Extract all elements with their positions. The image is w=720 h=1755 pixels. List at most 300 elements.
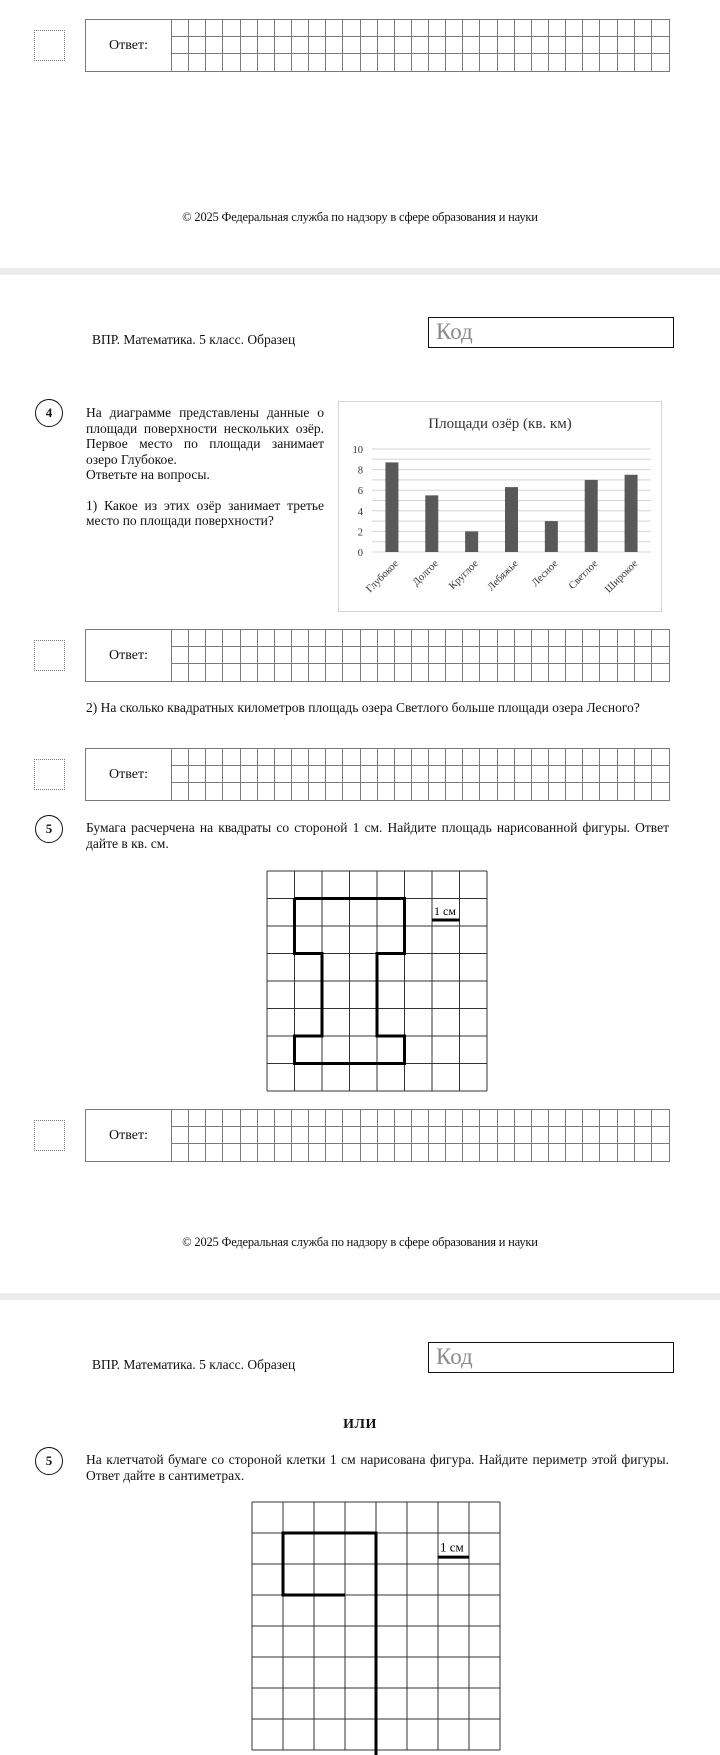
answer-cell[interactable] <box>566 783 583 800</box>
answer-cell[interactable] <box>361 54 378 71</box>
answer-cell[interactable] <box>172 1144 189 1161</box>
answer-cell[interactable] <box>326 647 343 664</box>
answer-cell[interactable] <box>480 1110 497 1127</box>
answer-cell[interactable] <box>549 20 566 37</box>
answer-cell[interactable] <box>549 1144 566 1161</box>
answer-cell[interactable] <box>498 783 515 800</box>
answer-cell[interactable] <box>480 783 497 800</box>
answer-cell[interactable] <box>241 1110 258 1127</box>
answer-cell[interactable] <box>292 1144 309 1161</box>
answer-cell[interactable] <box>498 766 515 783</box>
answer-cell[interactable] <box>206 1110 223 1127</box>
answer-cell[interactable] <box>463 630 480 647</box>
answer-cell[interactable] <box>532 37 549 54</box>
answer-cell[interactable] <box>635 20 652 37</box>
answer-cell[interactable] <box>412 1144 429 1161</box>
answer-cell[interactable] <box>652 1127 669 1144</box>
answer-cell[interactable] <box>395 20 412 37</box>
answer-cell[interactable] <box>480 54 497 71</box>
answer-cell[interactable] <box>498 630 515 647</box>
answer-cell[interactable] <box>189 647 206 664</box>
answer-cell[interactable] <box>378 20 395 37</box>
answer-cell[interactable] <box>463 783 480 800</box>
answer-cell[interactable] <box>326 1127 343 1144</box>
answer-cell[interactable] <box>566 1127 583 1144</box>
answer-cell[interactable] <box>549 783 566 800</box>
answer-cell[interactable] <box>515 1127 532 1144</box>
answer-cell[interactable] <box>172 20 189 37</box>
answer-cell[interactable] <box>326 1144 343 1161</box>
answer-cell[interactable] <box>292 783 309 800</box>
answer-cell[interactable] <box>618 783 635 800</box>
answer-cell[interactable] <box>566 766 583 783</box>
answer-cell[interactable] <box>446 664 463 681</box>
answer-cell[interactable] <box>189 37 206 54</box>
answer-cell[interactable] <box>172 630 189 647</box>
answer-cell[interactable] <box>378 1127 395 1144</box>
answer-cell[interactable] <box>326 783 343 800</box>
answer-cell[interactable] <box>309 1110 326 1127</box>
answer-cell[interactable] <box>446 749 463 766</box>
answer-cell[interactable] <box>583 54 600 71</box>
answer-cell[interactable] <box>326 749 343 766</box>
answer-cell[interactable] <box>600 664 617 681</box>
answer-cell[interactable] <box>498 54 515 71</box>
answer-cell[interactable] <box>223 1110 240 1127</box>
answer-cell[interactable] <box>412 647 429 664</box>
answer-cell[interactable] <box>566 630 583 647</box>
answer-cell[interactable] <box>361 1144 378 1161</box>
answer-cell[interactable] <box>223 37 240 54</box>
answer-cell[interactable] <box>343 630 360 647</box>
answer-cell[interactable] <box>532 54 549 71</box>
answer-cell[interactable] <box>583 664 600 681</box>
answer-cell[interactable] <box>532 783 549 800</box>
answer-cell[interactable] <box>275 1127 292 1144</box>
answer-cell[interactable] <box>429 664 446 681</box>
answer-cell[interactable] <box>292 37 309 54</box>
answer-cell[interactable] <box>652 1110 669 1127</box>
answer-cell[interactable] <box>480 664 497 681</box>
answer-cell[interactable] <box>241 647 258 664</box>
answer-cell[interactable] <box>309 1127 326 1144</box>
answer-cell[interactable] <box>172 766 189 783</box>
answer-cell[interactable] <box>395 630 412 647</box>
answer-cell[interactable] <box>326 1110 343 1127</box>
answer-cell[interactable] <box>600 783 617 800</box>
answer-cell[interactable] <box>189 54 206 71</box>
answer-cell[interactable] <box>361 630 378 647</box>
answer-cell[interactable] <box>292 1127 309 1144</box>
answer-cell[interactable] <box>532 1110 549 1127</box>
answer-cell[interactable] <box>463 54 480 71</box>
answer-cell[interactable] <box>498 1110 515 1127</box>
answer-cell[interactable] <box>635 766 652 783</box>
answer-cell[interactable] <box>189 783 206 800</box>
answer-cell[interactable] <box>600 1110 617 1127</box>
answer-cell[interactable] <box>258 647 275 664</box>
answer-cell[interactable] <box>600 749 617 766</box>
answer-cell[interactable] <box>292 647 309 664</box>
answer-cell[interactable] <box>566 37 583 54</box>
answer-cell[interactable] <box>395 1110 412 1127</box>
answer-cell[interactable] <box>395 647 412 664</box>
answer-cell[interactable] <box>309 630 326 647</box>
answer-cell[interactable] <box>223 783 240 800</box>
answer-cell[interactable] <box>532 766 549 783</box>
answer-cell[interactable] <box>189 664 206 681</box>
answer-cell[interactable] <box>480 630 497 647</box>
answer-cell[interactable] <box>480 1144 497 1161</box>
answer-cell[interactable] <box>480 37 497 54</box>
answer-cell[interactable] <box>292 766 309 783</box>
answer-cell[interactable] <box>566 20 583 37</box>
answer-cell[interactable] <box>275 1110 292 1127</box>
answer-cell[interactable] <box>292 20 309 37</box>
answer-cell[interactable] <box>515 749 532 766</box>
answer-cell[interactable] <box>635 749 652 766</box>
answer-cell[interactable] <box>446 766 463 783</box>
answer-cell[interactable] <box>309 647 326 664</box>
answer-cell[interactable] <box>258 1127 275 1144</box>
answer-cell[interactable] <box>412 749 429 766</box>
answer-cell[interactable] <box>652 630 669 647</box>
answer-cell[interactable] <box>361 37 378 54</box>
answer-cell[interactable] <box>172 1127 189 1144</box>
answer-cell[interactable] <box>480 766 497 783</box>
answer-cell[interactable] <box>635 664 652 681</box>
answer-cell[interactable] <box>326 630 343 647</box>
answer-cell[interactable] <box>429 54 446 71</box>
answer-cell[interactable] <box>532 1127 549 1144</box>
answer-cell[interactable] <box>652 54 669 71</box>
answer-cell[interactable] <box>429 630 446 647</box>
answer-cell[interactable] <box>189 1110 206 1127</box>
answer-cell[interactable] <box>258 37 275 54</box>
answer-cell[interactable] <box>343 1144 360 1161</box>
answer-cell[interactable] <box>635 1144 652 1161</box>
answer-cell[interactable] <box>395 664 412 681</box>
answer-cell[interactable] <box>223 647 240 664</box>
answer-cell[interactable] <box>412 1127 429 1144</box>
answer-cell[interactable] <box>223 1144 240 1161</box>
answer-cell[interactable] <box>309 749 326 766</box>
answer-cell[interactable] <box>515 37 532 54</box>
answer-cell[interactable] <box>618 37 635 54</box>
answer-cell[interactable] <box>223 54 240 71</box>
answer-cell[interactable] <box>635 1127 652 1144</box>
answer-cell[interactable] <box>566 54 583 71</box>
answer-cell[interactable] <box>258 664 275 681</box>
answer-cell[interactable] <box>635 54 652 71</box>
answer-cell[interactable] <box>343 749 360 766</box>
answer-cell[interactable] <box>463 1127 480 1144</box>
answer-cell[interactable] <box>395 766 412 783</box>
answer-cell[interactable] <box>515 664 532 681</box>
answer-cell[interactable] <box>292 630 309 647</box>
answer-cell[interactable] <box>600 630 617 647</box>
answer-cell[interactable] <box>463 647 480 664</box>
answer-cell[interactable] <box>343 1110 360 1127</box>
answer-cell[interactable] <box>515 766 532 783</box>
answer-cell[interactable] <box>583 766 600 783</box>
answer-cell[interactable] <box>189 1127 206 1144</box>
answer-cell[interactable] <box>309 1144 326 1161</box>
answer-cell[interactable] <box>206 749 223 766</box>
answer-cell[interactable] <box>189 766 206 783</box>
answer-cell[interactable] <box>275 749 292 766</box>
answer-cell[interactable] <box>635 647 652 664</box>
answer-cell[interactable] <box>412 630 429 647</box>
answer-cell[interactable] <box>223 20 240 37</box>
answer-cell[interactable] <box>361 783 378 800</box>
answer-cell[interactable] <box>172 664 189 681</box>
answer-cell[interactable] <box>652 1144 669 1161</box>
answer-cell[interactable] <box>549 766 566 783</box>
answer-cell[interactable] <box>378 1144 395 1161</box>
answer-cell[interactable] <box>172 54 189 71</box>
answer-cell[interactable] <box>446 54 463 71</box>
answer-cell[interactable] <box>361 766 378 783</box>
answer-cell[interactable] <box>463 749 480 766</box>
answer-cell[interactable] <box>189 630 206 647</box>
answer-cell[interactable] <box>429 766 446 783</box>
answer-cell[interactable] <box>429 1144 446 1161</box>
answer-cell[interactable] <box>189 749 206 766</box>
answer-cell[interactable] <box>258 54 275 71</box>
answer-cell[interactable] <box>583 647 600 664</box>
answer-cell[interactable] <box>463 20 480 37</box>
answer-cell[interactable] <box>206 37 223 54</box>
answer-cell[interactable] <box>343 37 360 54</box>
answer-cell[interactable] <box>412 54 429 71</box>
answer-box[interactable] <box>85 748 670 801</box>
answer-cell[interactable] <box>206 1127 223 1144</box>
answer-cell[interactable] <box>275 766 292 783</box>
answer-cell[interactable] <box>618 647 635 664</box>
answer-cell[interactable] <box>583 749 600 766</box>
answer-cell[interactable] <box>446 647 463 664</box>
answer-cell[interactable] <box>463 664 480 681</box>
answer-cell[interactable] <box>206 766 223 783</box>
answer-cell[interactable] <box>258 783 275 800</box>
answer-cell[interactable] <box>532 630 549 647</box>
answer-cell[interactable] <box>223 749 240 766</box>
answer-cell[interactable] <box>292 749 309 766</box>
answer-cell[interactable] <box>378 766 395 783</box>
answer-cell[interactable] <box>292 664 309 681</box>
answer-cell[interactable] <box>378 664 395 681</box>
answer-cell[interactable] <box>275 20 292 37</box>
answer-cell[interactable] <box>480 749 497 766</box>
answer-cell[interactable] <box>480 647 497 664</box>
answer-cell[interactable] <box>343 783 360 800</box>
answer-cell[interactable] <box>446 1144 463 1161</box>
answer-cell[interactable] <box>172 783 189 800</box>
answer-cell[interactable] <box>395 1144 412 1161</box>
answer-cell[interactable] <box>549 749 566 766</box>
answer-cell[interactable] <box>652 647 669 664</box>
answer-cell[interactable] <box>395 783 412 800</box>
answer-cell[interactable] <box>446 20 463 37</box>
answer-cell[interactable] <box>515 1110 532 1127</box>
answer-cells[interactable] <box>172 630 669 681</box>
answer-cell[interactable] <box>600 54 617 71</box>
answer-cell[interactable] <box>343 647 360 664</box>
answer-cell[interactable] <box>275 1144 292 1161</box>
answer-cell[interactable] <box>618 1110 635 1127</box>
answer-cell[interactable] <box>515 20 532 37</box>
answer-cell[interactable] <box>258 20 275 37</box>
answer-cell[interactable] <box>549 1110 566 1127</box>
answer-cell[interactable] <box>172 647 189 664</box>
answer-cell[interactable] <box>463 37 480 54</box>
answer-cell[interactable] <box>241 1127 258 1144</box>
answer-cell[interactable] <box>498 37 515 54</box>
answer-cell[interactable] <box>618 630 635 647</box>
answer-cell[interactable] <box>275 783 292 800</box>
answer-cell[interactable] <box>241 20 258 37</box>
answer-cell[interactable] <box>206 54 223 71</box>
answer-cell[interactable] <box>446 630 463 647</box>
answer-cell[interactable] <box>223 664 240 681</box>
answer-cell[interactable] <box>309 37 326 54</box>
answer-cell[interactable] <box>309 766 326 783</box>
answer-cell[interactable] <box>395 54 412 71</box>
answer-cell[interactable] <box>223 630 240 647</box>
answer-cell[interactable] <box>343 20 360 37</box>
answer-cell[interactable] <box>292 54 309 71</box>
answer-cell[interactable] <box>600 20 617 37</box>
answer-cell[interactable] <box>309 54 326 71</box>
answer-cell[interactable] <box>223 766 240 783</box>
answer-cell[interactable] <box>498 20 515 37</box>
answer-cell[interactable] <box>549 1127 566 1144</box>
answer-cell[interactable] <box>498 1144 515 1161</box>
answer-cell[interactable] <box>172 749 189 766</box>
answer-cell[interactable] <box>361 1127 378 1144</box>
answer-cell[interactable] <box>618 1127 635 1144</box>
answer-cell[interactable] <box>275 647 292 664</box>
answer-cell[interactable] <box>515 1144 532 1161</box>
answer-cell[interactable] <box>395 1127 412 1144</box>
answer-cell[interactable] <box>446 37 463 54</box>
answer-cell[interactable] <box>635 783 652 800</box>
answer-cell[interactable] <box>241 664 258 681</box>
answer-cell[interactable] <box>241 749 258 766</box>
answer-cell[interactable] <box>480 20 497 37</box>
answer-cell[interactable] <box>206 783 223 800</box>
answer-cell[interactable] <box>412 37 429 54</box>
answer-cell[interactable] <box>583 630 600 647</box>
answer-cell[interactable] <box>515 647 532 664</box>
answer-cell[interactable] <box>378 1110 395 1127</box>
answer-cell[interactable] <box>275 54 292 71</box>
answer-cell[interactable] <box>412 766 429 783</box>
answer-cell[interactable] <box>361 749 378 766</box>
answer-cell[interactable] <box>618 664 635 681</box>
answer-cell[interactable] <box>241 783 258 800</box>
answer-cells[interactable] <box>172 20 669 71</box>
answer-cell[interactable] <box>549 630 566 647</box>
answer-cell[interactable] <box>258 749 275 766</box>
answer-cell[interactable] <box>480 1127 497 1144</box>
answer-cell[interactable] <box>326 766 343 783</box>
answer-cell[interactable] <box>446 1127 463 1144</box>
answer-cell[interactable] <box>343 766 360 783</box>
answer-cell[interactable] <box>549 54 566 71</box>
answer-cell[interactable] <box>378 630 395 647</box>
answer-cell[interactable] <box>446 783 463 800</box>
answer-cell[interactable] <box>429 749 446 766</box>
answer-cell[interactable] <box>189 20 206 37</box>
answer-cell[interactable] <box>549 664 566 681</box>
answer-cell[interactable] <box>309 783 326 800</box>
answer-cells[interactable] <box>172 1110 669 1161</box>
answer-cell[interactable] <box>583 20 600 37</box>
answer-cell[interactable] <box>429 37 446 54</box>
answer-cell[interactable] <box>309 20 326 37</box>
answer-cell[interactable] <box>498 1127 515 1144</box>
answer-cell[interactable] <box>532 664 549 681</box>
answer-cell[interactable] <box>566 749 583 766</box>
answer-cell[interactable] <box>429 1127 446 1144</box>
answer-cell[interactable] <box>412 664 429 681</box>
answer-cell[interactable] <box>515 783 532 800</box>
answer-cell[interactable] <box>361 647 378 664</box>
answer-cell[interactable] <box>652 664 669 681</box>
answer-cell[interactable] <box>515 630 532 647</box>
answer-cell[interactable] <box>378 647 395 664</box>
answer-cell[interactable] <box>652 37 669 54</box>
answer-cell[interactable] <box>549 647 566 664</box>
answer-cell[interactable] <box>241 54 258 71</box>
answer-cell[interactable] <box>600 37 617 54</box>
answer-cell[interactable] <box>566 1110 583 1127</box>
answer-cell[interactable] <box>618 766 635 783</box>
answer-cell[interactable] <box>275 37 292 54</box>
answer-cell[interactable] <box>412 783 429 800</box>
answer-cell[interactable] <box>412 20 429 37</box>
answer-cell[interactable] <box>326 37 343 54</box>
answer-cell[interactable] <box>258 1144 275 1161</box>
answer-cell[interactable] <box>652 766 669 783</box>
answer-cell[interactable] <box>292 1110 309 1127</box>
answer-cell[interactable] <box>635 630 652 647</box>
answer-cell[interactable] <box>652 20 669 37</box>
answer-cell[interactable] <box>429 647 446 664</box>
answer-cell[interactable] <box>378 783 395 800</box>
answer-box[interactable] <box>85 629 670 682</box>
answer-cell[interactable] <box>532 20 549 37</box>
answer-cell[interactable] <box>241 37 258 54</box>
answer-cell[interactable] <box>583 1127 600 1144</box>
answer-cell[interactable] <box>446 1110 463 1127</box>
answer-cell[interactable] <box>618 749 635 766</box>
answer-box[interactable] <box>85 1109 670 1162</box>
answer-cell[interactable] <box>258 766 275 783</box>
answer-cell[interactable] <box>652 749 669 766</box>
code-field[interactable] <box>428 1342 674 1373</box>
answer-cell[interactable] <box>583 37 600 54</box>
answer-cell[interactable] <box>429 783 446 800</box>
answer-cell[interactable] <box>583 783 600 800</box>
answer-cell[interactable] <box>429 1110 446 1127</box>
answer-cell[interactable] <box>361 1110 378 1127</box>
answer-cell[interactable] <box>275 664 292 681</box>
answer-cell[interactable] <box>395 37 412 54</box>
answer-cell[interactable] <box>326 54 343 71</box>
